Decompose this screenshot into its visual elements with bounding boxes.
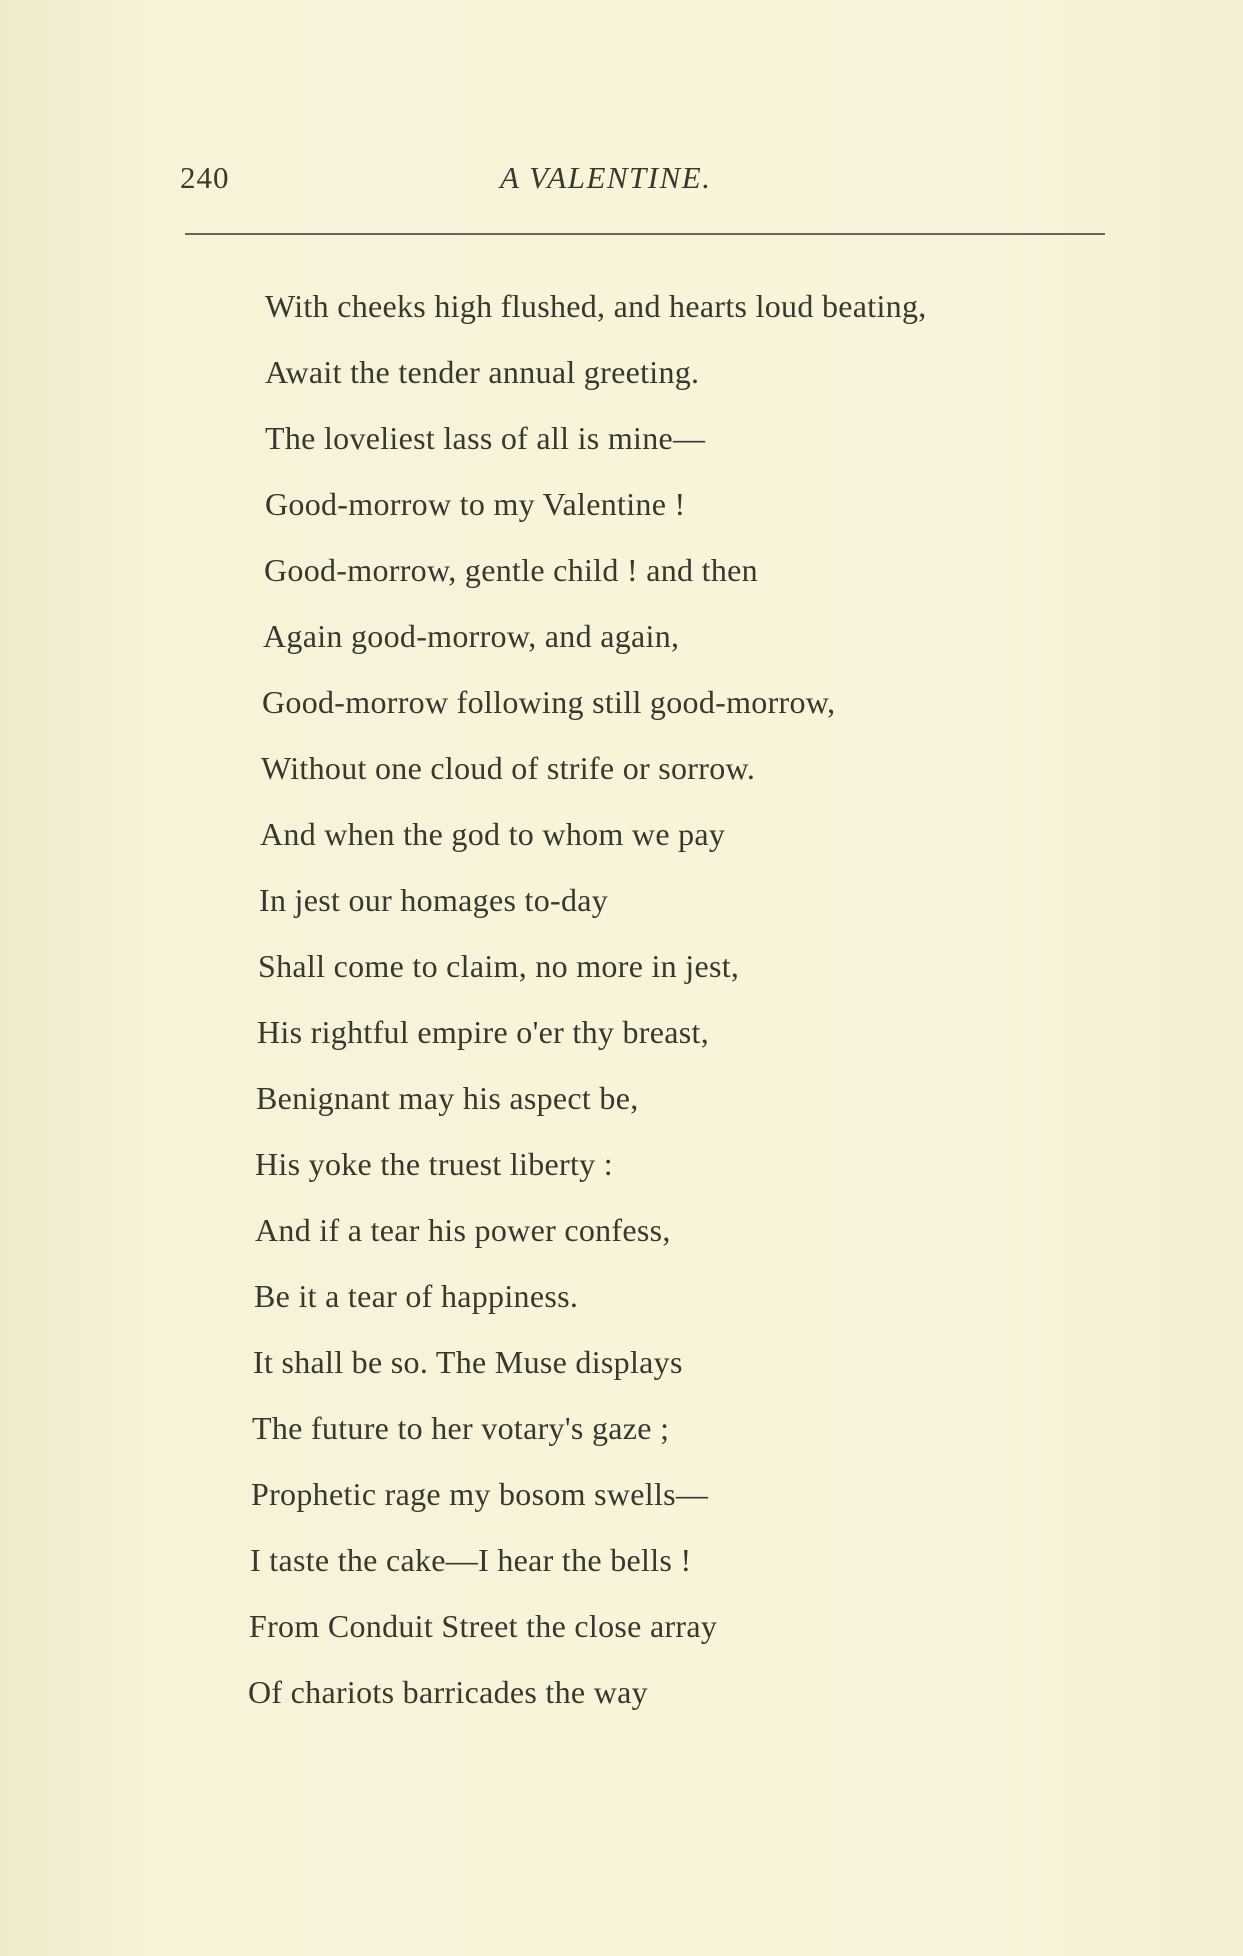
poem-line: Good-morrow following still good-morrow, [262, 684, 836, 720]
poem-line: Be it a tear of happiness. [254, 1278, 579, 1314]
page-number: 240 [180, 160, 230, 195]
header-rule [185, 233, 1105, 235]
poem-line: His rightful empire o'er thy breast, [257, 1014, 710, 1050]
poem-line: I taste the cake—I hear the bells ! [250, 1542, 692, 1578]
poem-line: Shall come to claim, no more in jest, [258, 948, 740, 984]
poem-line: Again good-morrow, and again, [263, 618, 680, 654]
poem-line: With cheeks high flushed, and hearts loud beating, [265, 288, 927, 324]
poem-line: His yoke the truest liberty : [255, 1146, 613, 1182]
poem-line: Await the tender annual greeting. [265, 354, 700, 390]
poem-line: Prophetic rage my bosom swells— [251, 1476, 709, 1512]
poem-line: It shall be so. The Muse displays [253, 1344, 683, 1380]
poem-line: Good-morrow to my Valentine ! [265, 486, 686, 522]
poem-line: Benignant may his aspect be, [256, 1080, 639, 1116]
poem-line: And if a tear his power confess, [255, 1212, 671, 1248]
poem-line: Of chariots barricades the way [248, 1674, 648, 1710]
poem-line: Good-morrow, gentle child ! and then [264, 552, 758, 588]
poem-line: Without one cloud of strife or sorrow. [261, 750, 756, 786]
poem-line: From Conduit Street the close array [249, 1608, 718, 1644]
poem-line: The loveliest lass of all is mine— [265, 420, 706, 456]
poem-line: The future to her votary's gaze ; [252, 1410, 670, 1446]
page-header [180, 160, 1100, 204]
poem-line: And when the god to whom we pay [260, 816, 726, 852]
running-title: A VALENTINE. [500, 160, 712, 195]
poem-line: In jest our homages to-day [259, 882, 609, 918]
